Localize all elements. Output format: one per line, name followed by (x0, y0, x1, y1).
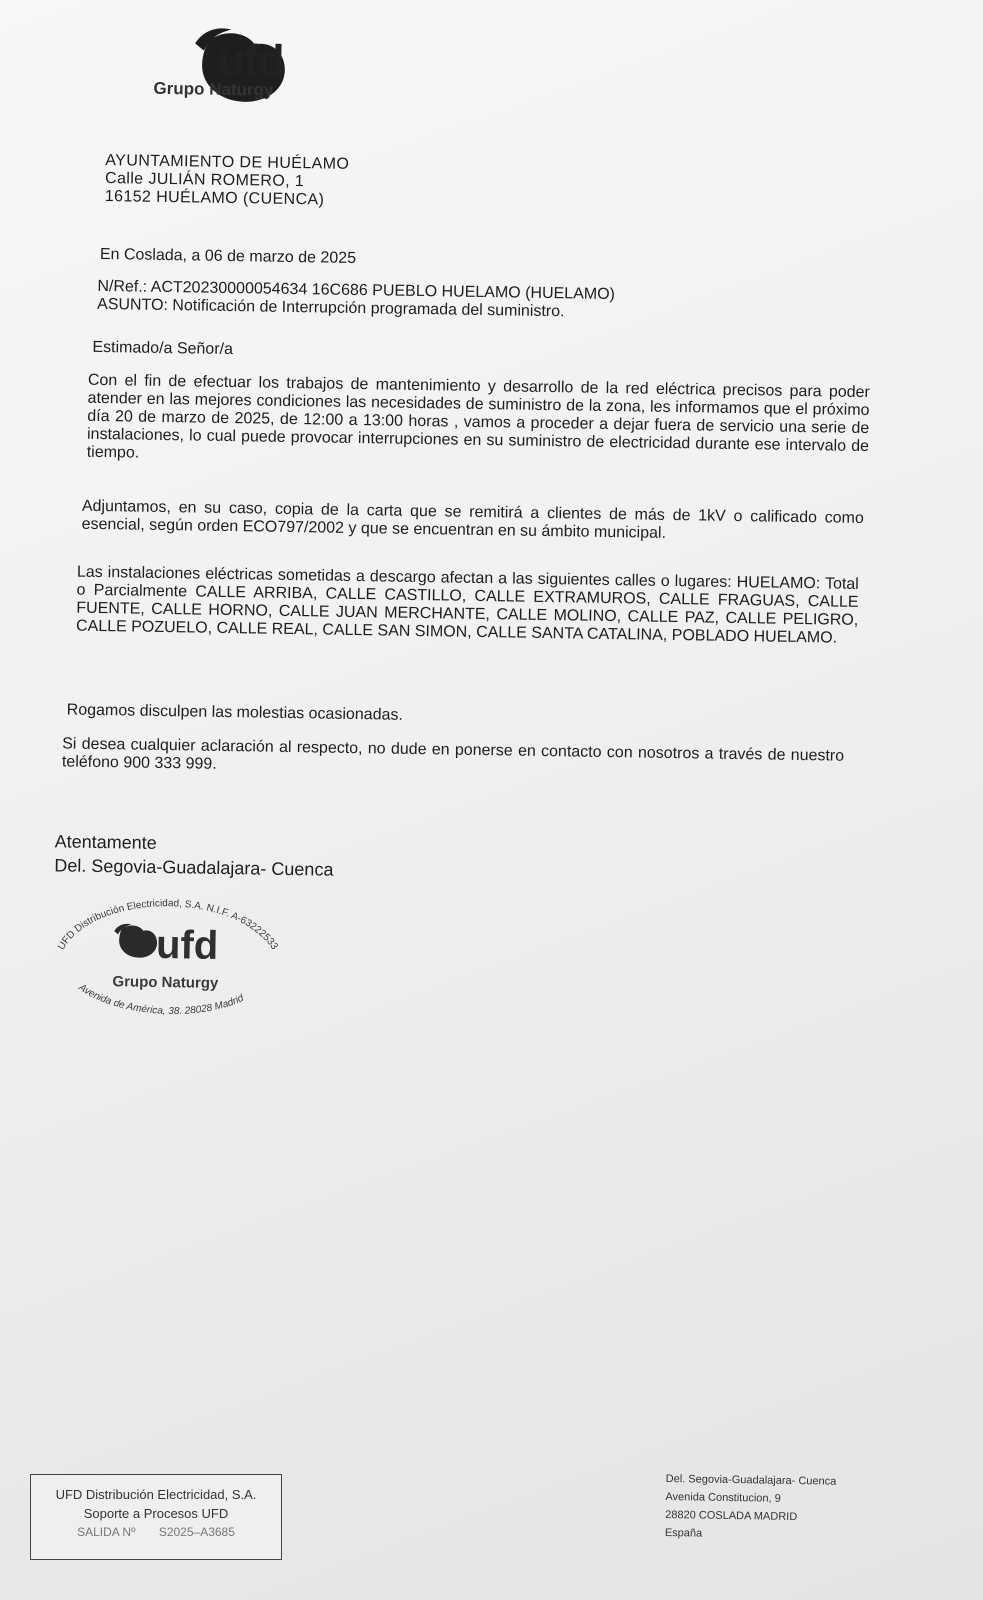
recipient-line: 16152 HUÉLAMO (CUENCA) (104, 188, 325, 209)
body-paragraph: Adjuntamos, en su caso, copia de la carta que se remitirá a clientes de más de 1kV o calificado como esencial, según orden ECO797/2002 y que se encuentran en su ámbito municipal. (81, 497, 864, 542)
subject-line: ASUNTO: Notificación de Interrupción programada del suministro. (96, 295, 565, 321)
seal-wordmark: ufd (155, 922, 219, 968)
office-line: Avenida Constitucion, 9 (665, 1491, 781, 1505)
recipient-line: AYUNTAMIENTO DE HUÉLAMO (105, 152, 350, 173)
recipient-address (105, 152, 350, 210)
body-paragraph: Rogamos disculpen las molestias ocasionadas. (66, 701, 404, 724)
office-line: España (664, 1527, 703, 1540)
greeting: Estimado/a Señor/a (92, 338, 234, 359)
logo-subtitle: Grupo Naturgy (153, 78, 274, 100)
body-paragraph: Si desea cualquier aclaración al respecto, no dude en ponerse en contacto con nosotros a través de nuestro teléfono 900 333 999. (61, 735, 845, 773)
closing-block (54, 829, 334, 881)
office-address (665, 1470, 837, 1545)
department-signature: Del. Segovia-Guadalajara- Cuenca (54, 855, 334, 880)
office-line: Del. Segovia-Guadalajara- Cuenca (665, 1473, 837, 1488)
reference-block (97, 278, 615, 322)
seal-subtitle: Grupo Naturgy (112, 973, 219, 992)
office-line: 28820 COSLADA MADRID (665, 1509, 798, 1524)
body-paragraph: Las instalaciones eléctricas sometidas a descargo afectan a las siguientes calles o lugares: HUELAMO: Total o Parcialmente CALLE ARRIBA, CALLE CASTILLO, CALLE EXTRAMUROS, CALLE FRAGUAS, CALLE FUENTE, CALLE HORNO, CALLE JUAN MERCHANTE, CALLE MOLINO, CALLE PAZ, CALLE PELIGRO, CALLE POZUELO, CALLE REAL, CALLE SAN SIMON, CALLE SANTA CATALINA, POBLADO HUELAMO. (75, 563, 859, 647)
date-line: En Coslada, a 06 de marzo de 2025 (99, 245, 357, 267)
company-seal (50, 888, 282, 1032)
registry-department: Soporte a Procesos UFD (83, 1506, 229, 1521)
registry-company: UFD Distribución Electricidad, S.A. (55, 1487, 257, 1502)
registry-number: S2025–A3685 (158, 1525, 235, 1539)
seal-top-arc: UFD Distribución Electricidad, S.A. N.I.F. A-63222533 (55, 898, 280, 952)
reference-line: N/Ref.: ACT20230000054634 16C686 PUEBLO HUELAMO (HUELAMO) (97, 277, 616, 304)
registry-label: SALIDA Nº (77, 1525, 136, 1539)
body-paragraph: Con el fin de efectuar los trabajos de mantenimiento y desarrollo de la red eléctrica precisos para poder atender en las mejores condiciones las necesidades de suministro de la zona, les informamos que el próximo día 20 de marzo de 2025, de 12:00 a 13:00 horas , vamos a proceder a dejar fuera de servicio una serie de instalaciones, lo cual puede provocar interrupciones en su suministro de electricidad durante ese intervalo de tiempo. (86, 371, 870, 462)
registry-stamp (30, 1474, 282, 1560)
registry-number-row (31, 1523, 281, 1542)
seal-bottom-arc: Avenida de América, 38. 28028 Madrid (76, 982, 246, 1018)
salutation: Atentamente (54, 831, 157, 853)
recipient-line: Calle JULIÁN ROMERO, 1 (104, 170, 305, 191)
logo-wordmark: ufd (217, 35, 284, 86)
